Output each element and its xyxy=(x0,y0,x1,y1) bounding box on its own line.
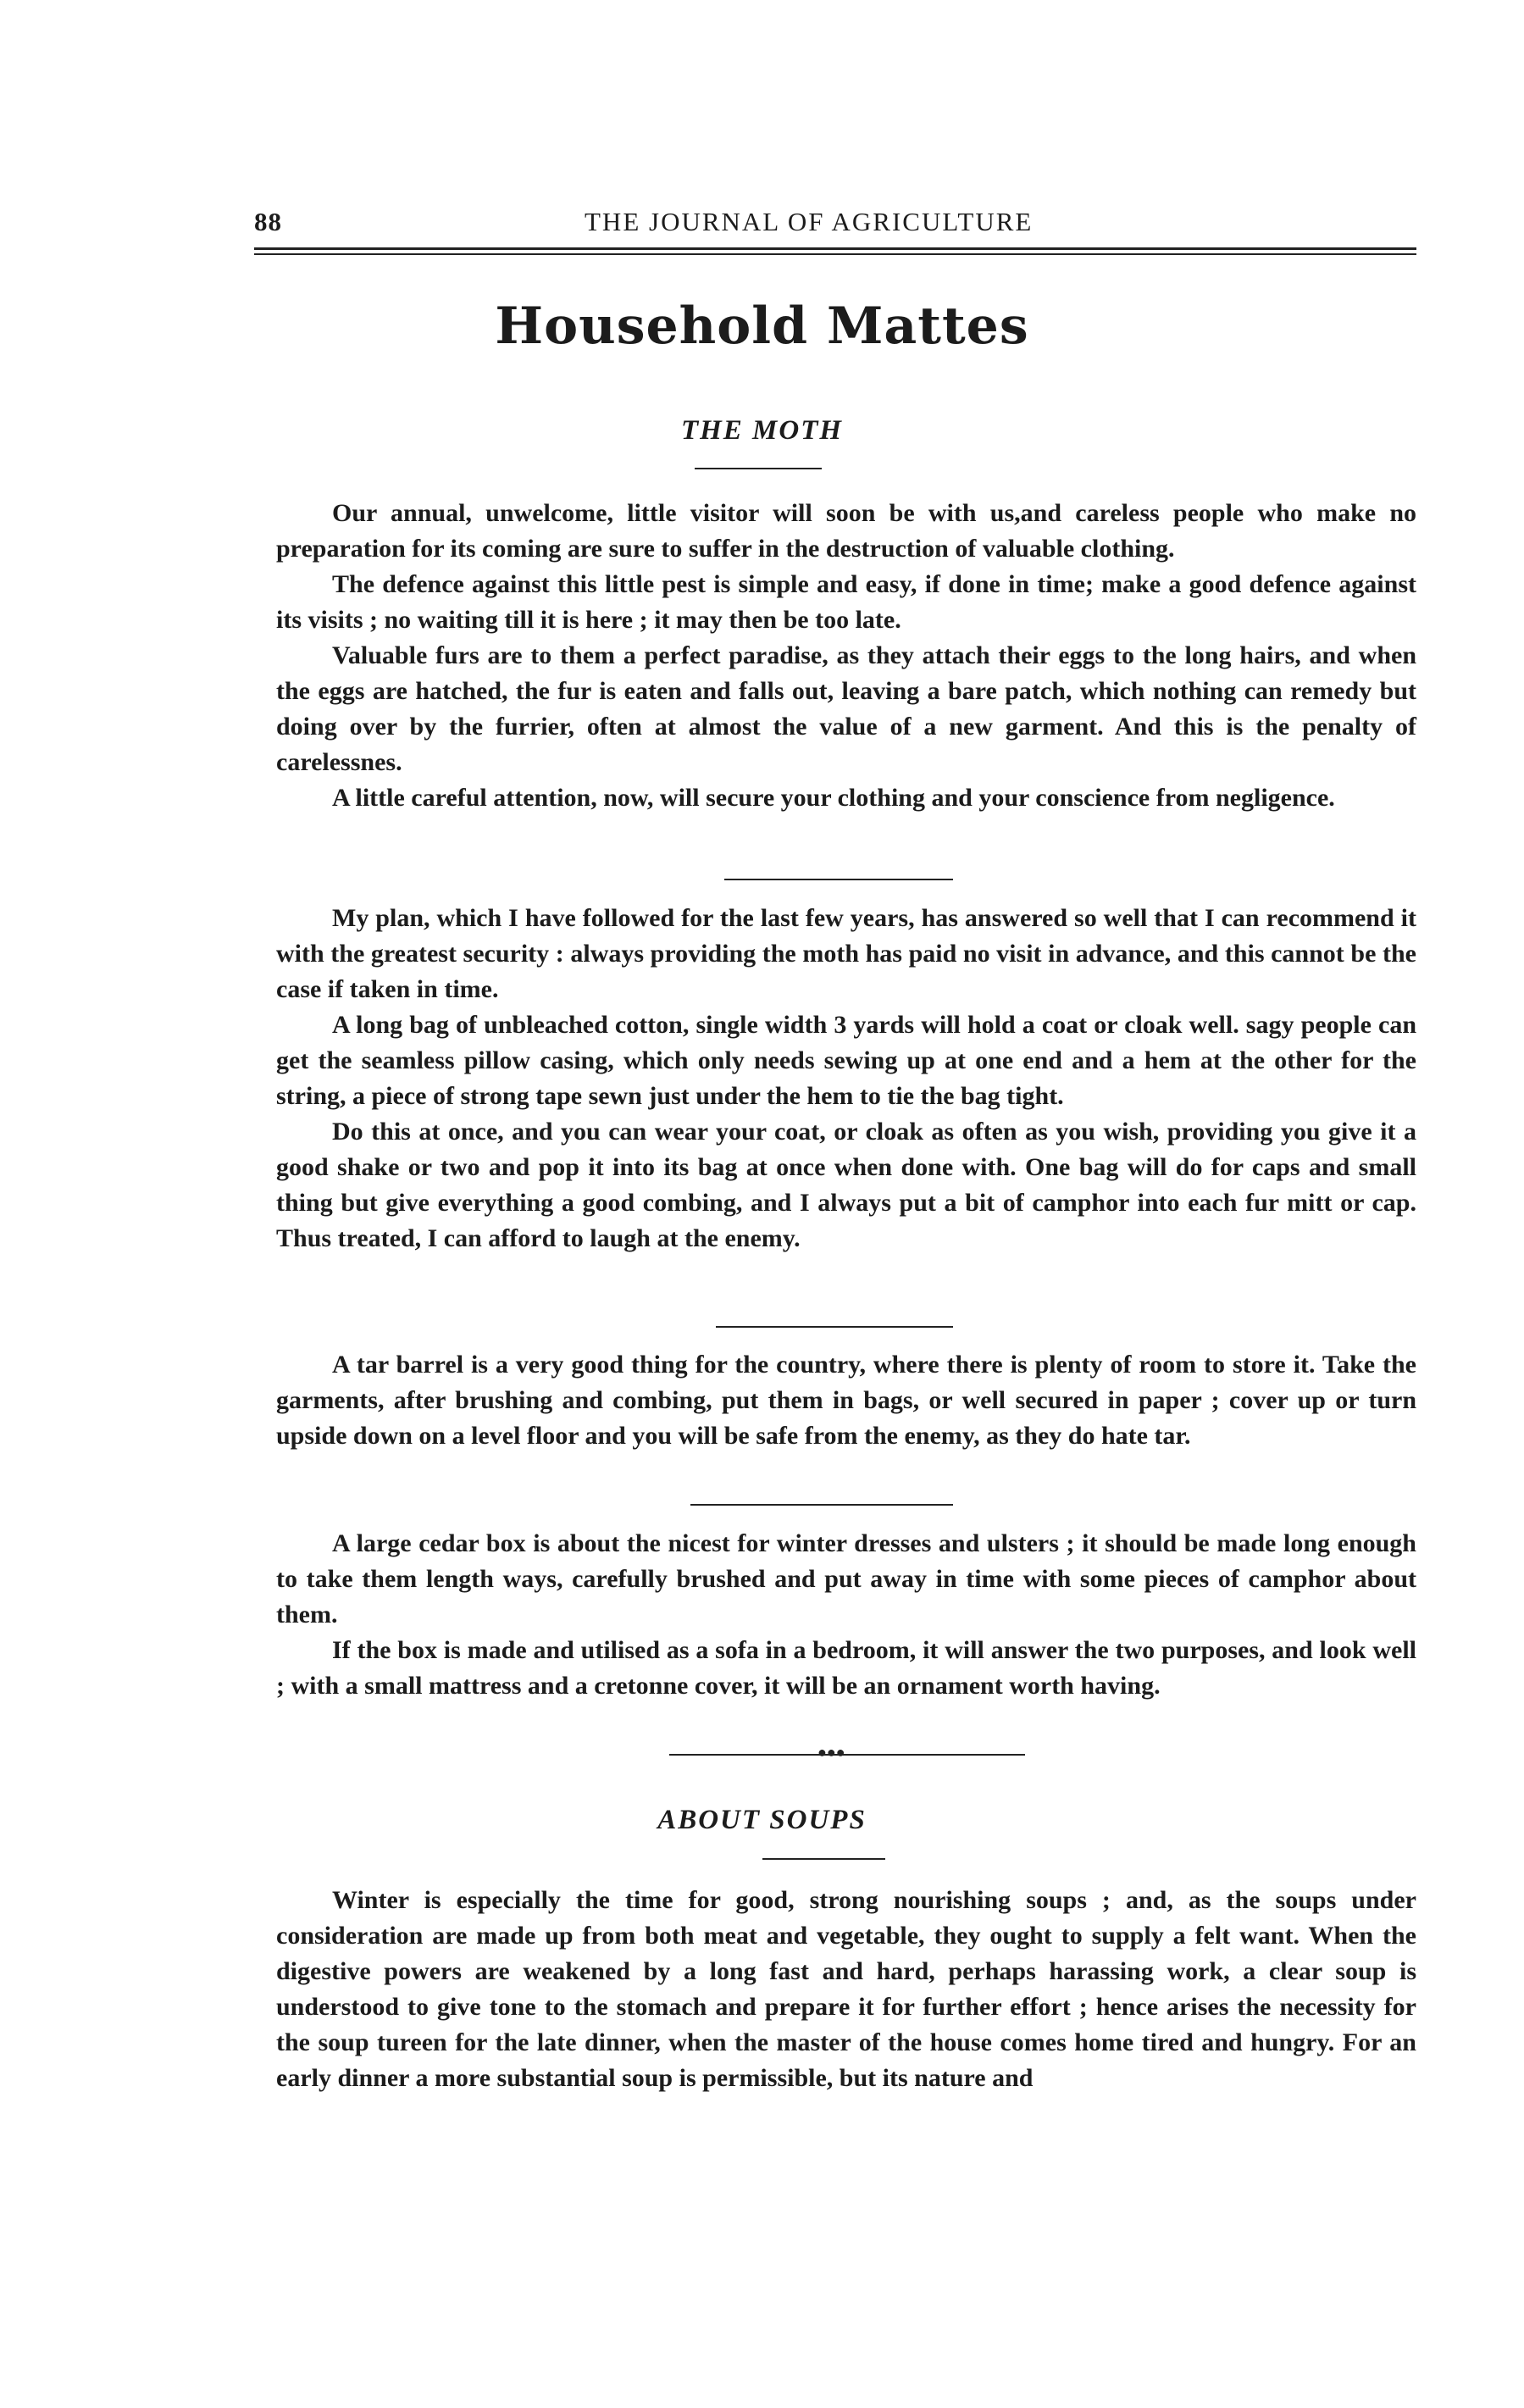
paragraph: A tar barrel is a very good thing for the country, where there is plenty of room to store it. Take the garments, after brushing and combing, put them in bags, or well secured in paper ; cover up or turn upside down on a level floor and you will be safe from the enemy, as they do hate tar. xyxy=(276,1351,1416,1450)
soups-body xyxy=(276,1883,1416,2096)
paragraph: A large cedar box is about the nicest for winter dresses and ulsters ; it should be made long enough to take them length ways, carefully brushed and put away in time with some pieces of camphor about them. xyxy=(276,1529,1416,1628)
paragraph: My plan, which I have followed for the last few years, has answered so well that I can recommend it with the greatest security : always providing the moth has paid no visit in advance, and this cannot be the case if taken in time. xyxy=(276,904,1416,1003)
moth-intro xyxy=(276,496,1416,816)
title-rule-soups xyxy=(762,1858,885,1860)
page-header xyxy=(254,207,1416,241)
paragraph: If the box is made and utilised as a sofa in a bedroom, it will answer the two purposes, and look well ; with a small mattress and a cretonne cover, it will be an ornament worth having. xyxy=(276,1636,1416,1700)
paragraph: Valuable furs are to them a perfect paradise, as they attach their eggs to the long hairs, and when the eggs are hatched, the fur is eaten and falls out, leaving a bare patch, which nothing can remedy but doing over by the furrier, often at almost the value of a new garment. And this is the penalty of carelessnes. xyxy=(276,641,1416,776)
paragraph: A long bag of unbleached cotton, single width 3 yards will hold a coat or cloak well. sagy people can get the seamless pillow casing, which only needs sewing up at one end and a hem at the other for the string, a piece of strong tape sewn just under the hem to tie the bag tight. xyxy=(276,1011,1416,1110)
header-rule-top xyxy=(254,247,1416,250)
separator-rule xyxy=(716,1326,953,1328)
separator-rule xyxy=(724,879,953,880)
rule-ornament-icon: ●●● xyxy=(817,1744,845,1761)
separator-rule xyxy=(690,1504,953,1506)
article-title-soups: ABOUT SOUPS xyxy=(657,1805,867,1835)
paragraph: Winter is especially the time for good, strong nourishing soups ; and, as the soups under consideration are made up from both meat and vegetable, they ought to supply a felt want. When the digestive powers are weakened by a long fast and hard, perhaps harassing work, a clear soup is understood to give tone to the stomach and prepare it for further effort ; hence arises the necessity for the soup tureen for the late dinner, when the master of the house comes home tired and hungry. For an early dinner a more substantial soup is permissible, but its nature and xyxy=(276,1886,1416,2092)
moth-plan xyxy=(276,901,1416,1257)
page-number: 88 xyxy=(254,207,282,236)
paragraph: Our annual, unwelcome, little visitor will soon be with us,and careless people who make no preparation for its coming are sure to suffer in the destruction of valuable clothing. xyxy=(276,499,1416,563)
paragraph: A little careful attention, now, will secure your clothing and your conscience from negligence. xyxy=(332,784,1335,812)
moth-tar-barrel xyxy=(276,1347,1416,1454)
header-rule-bottom xyxy=(254,253,1416,255)
journal-title: THE JOURNAL OF AGRICULTURE xyxy=(585,207,1034,236)
article-title-moth: THE MOTH xyxy=(680,415,844,446)
paragraph: Do this at once, and you can wear your coat, or cloak as often as you wish, providing you give it a good shake or two and pop it into its bag at once when done with. One bag will do for caps and small thing but give everything a good combing, and I always put a bit of camphor into each fur mitt or cap. Thus treated, I can afford to laugh at the enemy. xyxy=(276,1118,1416,1252)
moth-cedar-box xyxy=(276,1526,1416,1704)
paragraph: The defence against this little pest is simple and easy, if done in time; make a good defence against its visits ; no waiting till it is here ; it may then be too late. xyxy=(276,570,1416,634)
section-title: Household Mattes xyxy=(495,297,1029,356)
title-rule-moth xyxy=(695,468,822,469)
ornamental-rule xyxy=(669,1754,1025,1756)
